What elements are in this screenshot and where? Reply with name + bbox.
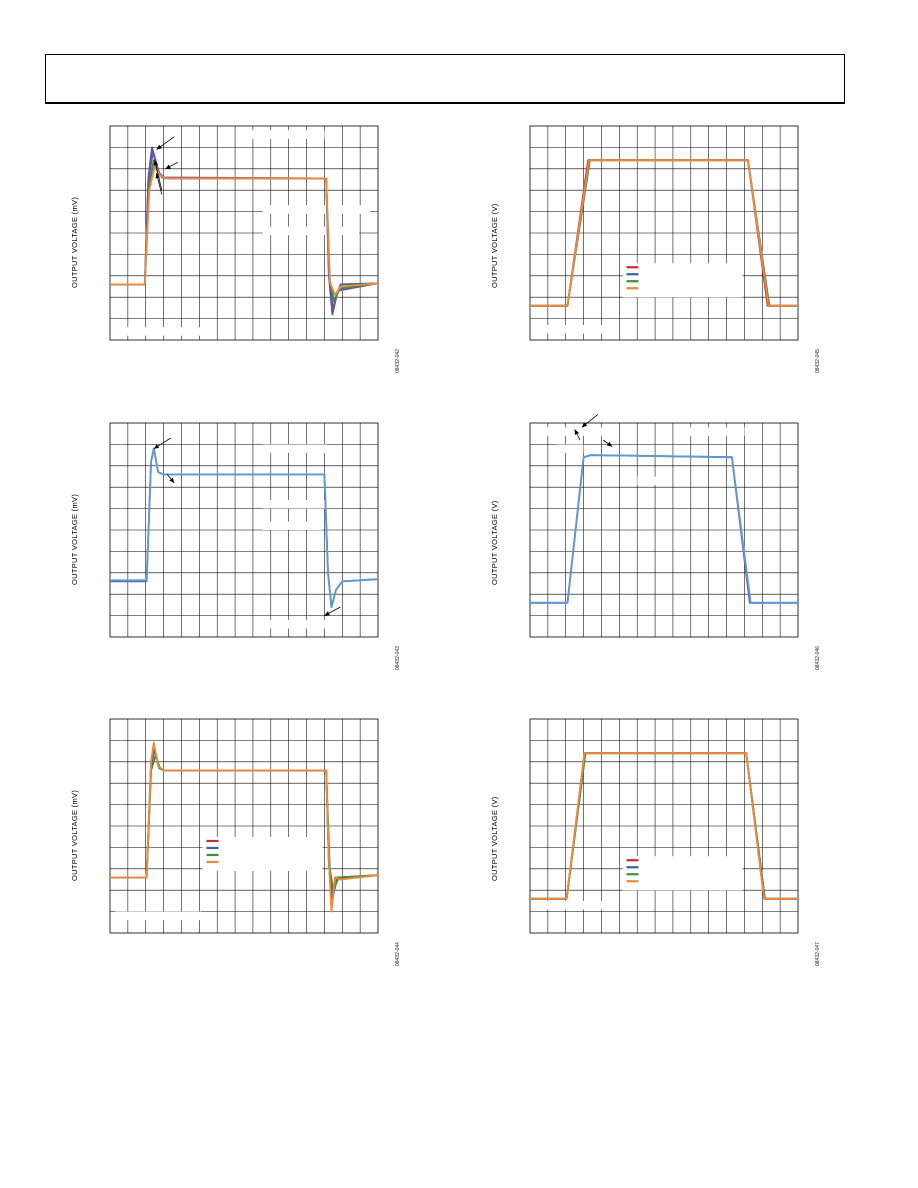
y-axis-label: OUTPUT VOLTAGE (mV) <box>70 789 79 881</box>
page-header-box <box>45 54 845 104</box>
label-box <box>263 500 327 509</box>
figure-6 <box>480 711 820 971</box>
figure-5 <box>60 711 400 971</box>
label-box <box>115 912 201 921</box>
legend-box <box>622 856 742 890</box>
label-box <box>535 901 610 910</box>
label-box <box>677 427 744 436</box>
chart-svg <box>480 711 820 971</box>
y-axis-label: OUTPUT VOLTAGE (V) <box>490 796 499 881</box>
label-box <box>263 227 359 236</box>
y-axis-label: OUTPUT VOLTAGE (V) <box>490 500 499 585</box>
figure-4 <box>480 415 820 675</box>
label-box <box>637 477 669 486</box>
legend-box <box>622 263 742 297</box>
chart-svg <box>480 118 820 378</box>
figure-1 <box>60 118 400 378</box>
label-box <box>263 205 370 214</box>
figure-code: 08432-046 <box>815 646 821 670</box>
y-axis-label: OUTPUT VOLTAGE (mV) <box>70 493 79 585</box>
figure-code: 08432-042 <box>395 349 401 373</box>
figure-2 <box>480 118 820 378</box>
label-box <box>557 444 584 453</box>
figure-code: 08432-047 <box>815 942 821 966</box>
figure-code: 08432-045 <box>815 349 821 373</box>
label-box <box>263 521 322 530</box>
chart-svg <box>60 711 400 971</box>
figure-code: 08432-043 <box>395 646 401 670</box>
y-axis-label: OUTPUT VOLTAGE (mV) <box>70 196 79 288</box>
chart-svg <box>60 118 400 378</box>
label-box <box>118 327 204 336</box>
label-box <box>535 325 602 334</box>
label-box <box>263 620 327 629</box>
legend-box <box>202 837 322 871</box>
figure-3 <box>60 415 400 675</box>
label-box <box>244 130 324 139</box>
chart-svg <box>60 415 400 675</box>
label-box <box>263 444 327 453</box>
figure-code: 08432-044 <box>395 942 401 966</box>
y-axis-label: OUTPUT VOLTAGE (V) <box>490 203 499 288</box>
label-box <box>543 427 618 436</box>
chart-svg <box>480 415 820 675</box>
